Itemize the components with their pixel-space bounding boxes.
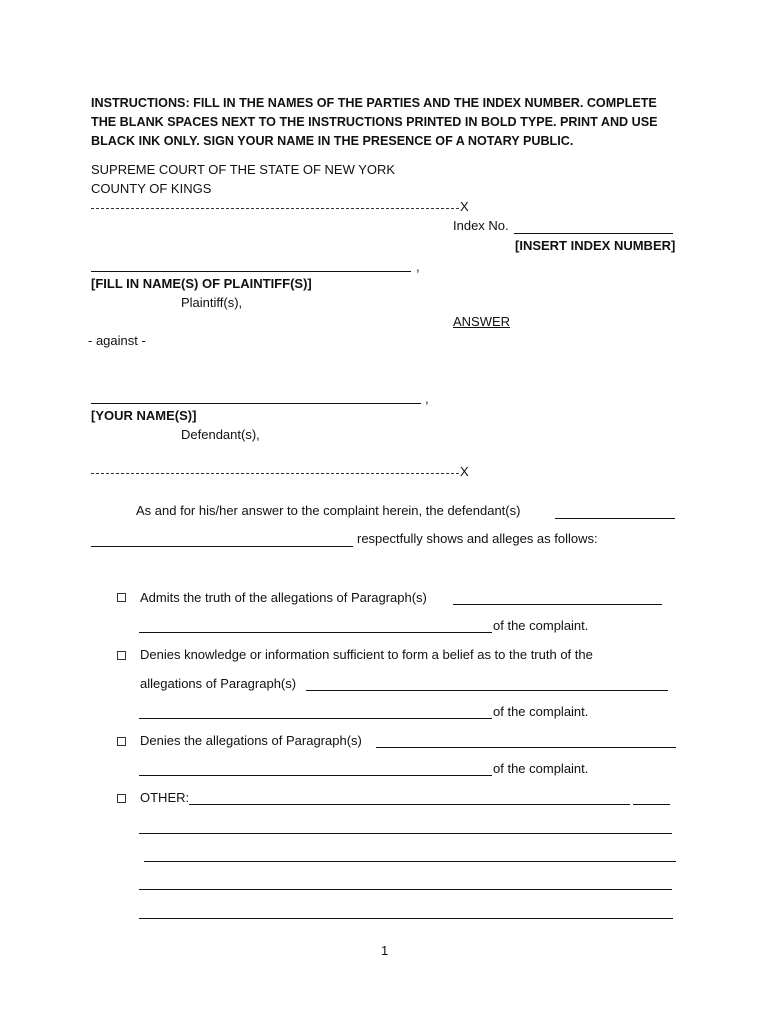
index-number-instruction: [INSERT INDEX NUMBER] <box>515 238 676 253</box>
other-checkbox[interactable] <box>117 794 126 803</box>
denies-of-complaint: of the complaint. <box>493 761 589 776</box>
admits-paragraph-field[interactable] <box>453 604 662 605</box>
denies-knowledge-text-2: allegations of Paragraph(s) <box>140 676 297 691</box>
page-number: 1 <box>381 943 389 958</box>
plaintiff-comma: , <box>416 259 420 274</box>
against-text: - against - <box>88 333 146 348</box>
other-field-line-1b[interactable] <box>633 804 670 805</box>
admits-text: Admits the truth of the allegations of Paragraph(s) <box>140 590 427 605</box>
document-title: ANSWER <box>453 314 511 329</box>
defendant-instruction: [YOUR NAME(S)] <box>91 408 197 423</box>
denies-knowledge-paragraph-field-cont[interactable] <box>139 718 492 719</box>
admits-checkbox[interactable] <box>117 593 126 602</box>
instructions-line-1: INSTRUCTIONS: FILL IN THE NAMES OF THE PARTIES AND THE INDEX NUMBER. COMPLETE <box>91 96 657 110</box>
plaintiff-name-field[interactable] <box>91 271 411 272</box>
index-number-label: Index No. <box>453 218 509 233</box>
denies-knowledge-paragraph-field[interactable] <box>306 690 668 691</box>
other-field-line-1a[interactable] <box>189 804 630 805</box>
court-name: SUPREME COURT OF THE STATE OF NEW YORK <box>91 162 396 177</box>
plaintiff-label: Plaintiff(s), <box>181 295 243 310</box>
caption-bottom-x: X <box>460 464 469 479</box>
denies-knowledge-checkbox[interactable] <box>117 651 126 660</box>
admits-of-complaint: of the complaint. <box>493 618 589 633</box>
defendant-name-field[interactable] <box>91 403 421 404</box>
denies-checkbox[interactable] <box>117 737 126 746</box>
caption-top-separator <box>91 208 459 209</box>
admits-paragraph-field-cont[interactable] <box>139 632 492 633</box>
defendant-label: Defendant(s), <box>181 427 260 442</box>
denies-paragraph-field[interactable] <box>376 747 676 748</box>
defendant-comma: , <box>425 391 429 406</box>
instructions <box>91 94 691 151</box>
denies-text: Denies the allegations of Paragraph(s) <box>140 733 362 748</box>
other-field-line-2[interactable] <box>139 833 672 834</box>
defendant-intro-field[interactable] <box>555 518 675 519</box>
instructions-line-3: BLACK INK ONLY. SIGN YOUR NAME IN THE PRESENCE OF A NOTARY PUBLIC. <box>91 134 574 148</box>
other-field-line-4[interactable] <box>139 889 672 890</box>
defendant-intro-field-cont[interactable] <box>91 546 353 547</box>
caption-bottom-separator <box>91 473 459 474</box>
other-text: OTHER: <box>140 790 190 805</box>
plaintiff-instruction: [FILL IN NAME(S) OF PLAINTIFF(S)] <box>91 276 312 291</box>
denies-paragraph-field-cont[interactable] <box>139 775 492 776</box>
answer-intro-cont: respectfully shows and alleges as follows: <box>357 531 598 546</box>
instructions-line-2: THE BLANK SPACES NEXT TO THE INSTRUCTIONS PRINTED IN BOLD TYPE. PRINT AND USE <box>91 115 658 129</box>
caption-top-x: X <box>460 199 469 214</box>
denies-knowledge-of-complaint: of the complaint. <box>493 704 589 719</box>
answer-intro: As and for his/her answer to the complaint herein, the defendant(s) <box>136 503 521 518</box>
denies-knowledge-text-1: Denies knowledge or information sufficient to form a belief as to the truth of the <box>140 647 593 662</box>
court-county: COUNTY OF KINGS <box>91 181 212 196</box>
index-number-field[interactable] <box>514 233 673 234</box>
other-field-line-5[interactable] <box>139 918 673 919</box>
other-field-line-3[interactable] <box>144 861 676 862</box>
